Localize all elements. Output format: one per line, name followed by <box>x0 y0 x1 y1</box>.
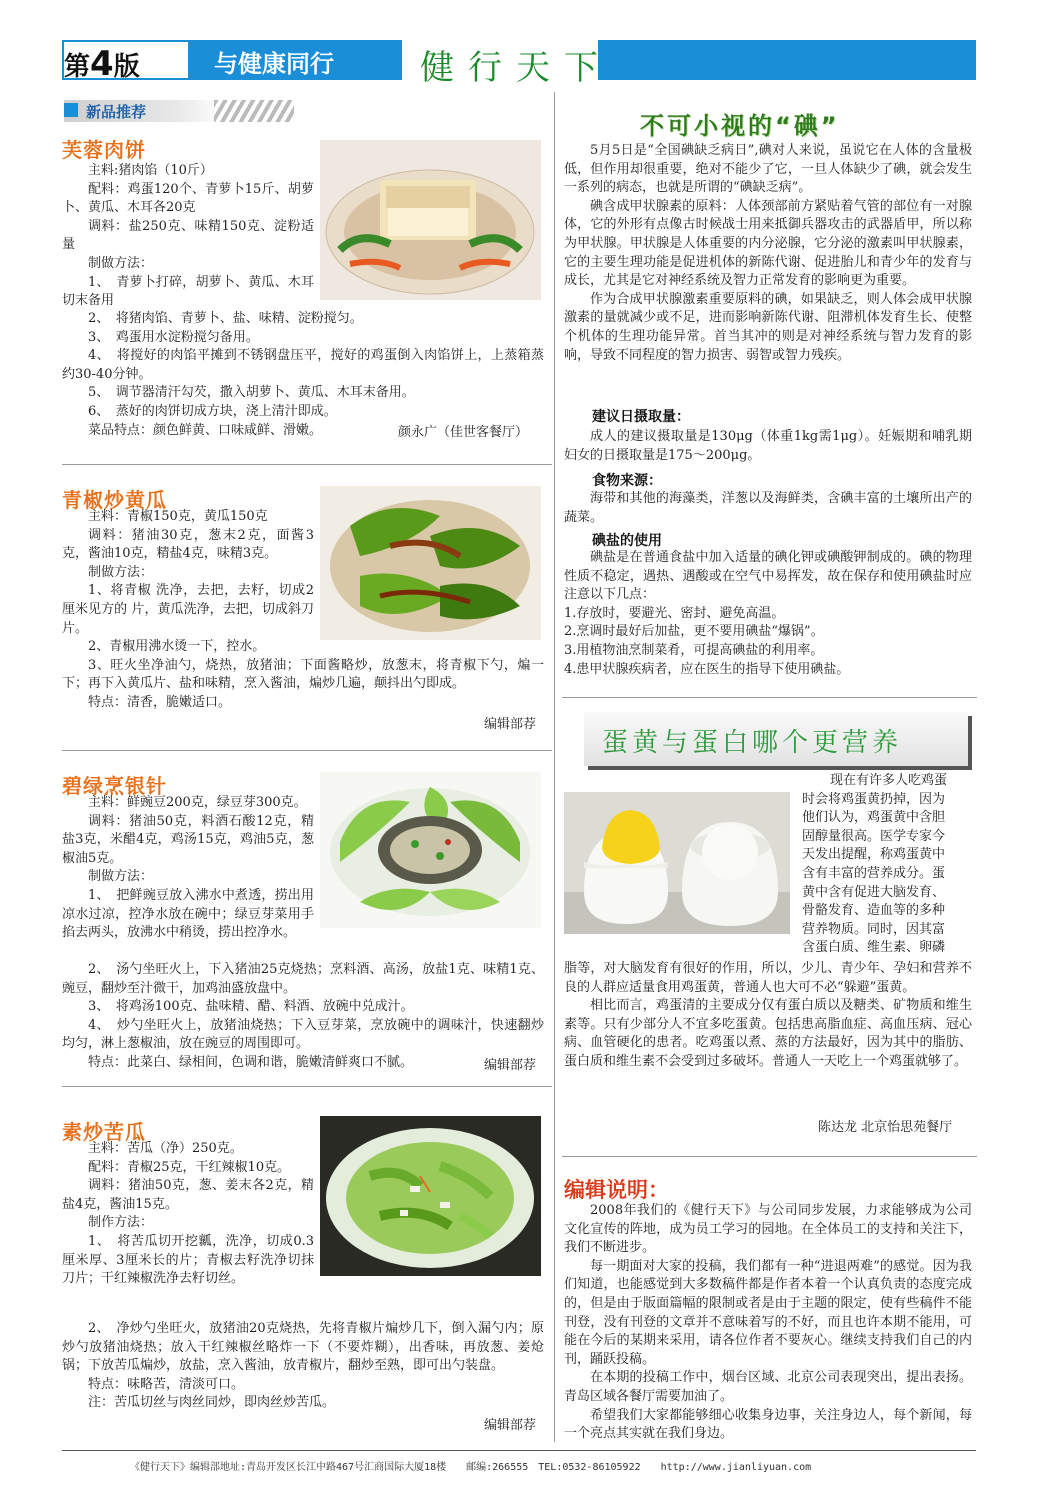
recipe-line: 主料：鲜豌豆200克，绿豆芽300克。 <box>88 795 307 810</box>
recipe-line: 1、 把鲜豌豆放入沸水中煮透，捞出用凉水过凉，控净水放在碗中；绿豆芽菜用手掐去两头，放沸水中稍烫，捞出控净水。 <box>62 887 314 941</box>
recipe-line: 主料：苦瓜（净）250克。 <box>88 1141 243 1156</box>
egg-wrap-line: 黄中含有促进大脑发育、 <box>802 884 946 900</box>
egg-body <box>564 960 972 1072</box>
recipe-line: 6、 蒸好的肉饼切成方块，浇上清汁即成。 <box>88 403 337 419</box>
egg-wrap-line: 他们认为，鸡蛋黄中含胆 <box>802 810 946 826</box>
header-bar-right <box>598 40 976 80</box>
recipe-body <box>62 1140 314 1289</box>
recipe-photo-meat-pie <box>320 140 541 300</box>
page-prefix: 第 <box>64 52 91 82</box>
recipe-line: 主料:猪肉馅（10斤） <box>88 163 213 178</box>
editor-paragraph: 希望我们大家都能够细心收集身边事，关注身边人，每个新闻，每一个亮点其实就在我们身边。 <box>564 1407 972 1442</box>
recipe-line: 制做方法： <box>88 869 154 885</box>
recipe-title: 青椒炒黄瓜 <box>62 488 167 512</box>
egg-wrap-line: 含蛋白质、维生素、卵磷 <box>802 940 946 956</box>
recipe-line: 制作方法： <box>88 1215 154 1231</box>
recipe-line: 1、 青萝卜打碎，胡萝卜、黄瓜、木耳切末备用 <box>62 274 314 309</box>
recipe-line: 特点：此菜白、绿相间，色调和谐，脆嫩清鲜爽口不腻。 <box>88 1054 414 1070</box>
recipe-line: 2、 将猪肉馅、青萝卜、盐、味精、淀粉搅匀。 <box>88 311 363 326</box>
recipe-line: 4、 炒勺坐旺火上，放猪油烧热；下入豆芽菜，烹放碗中的调味汁，快速翻炒均匀，淋上葱椒油，放在豌豆的周围即可。 <box>62 1017 544 1052</box>
recipe-line: 制做方法： <box>88 564 154 580</box>
recipe-photo-bitter-melon <box>320 1116 541 1276</box>
iodine-intro <box>564 142 972 365</box>
footer-divider <box>62 1450 976 1451</box>
recipe-body-wide <box>62 1320 544 1413</box>
recipe-divider <box>62 464 552 465</box>
recipe-line: 调料：猪油50克，料酒石酸12克，精盐3克，米醋4克，鸡汤15克，鸡油5克，葱椒油5克。 <box>62 813 314 866</box>
footer-address: 《健行天下》编辑部地址:青岛开发区长江中路467号汇商国际大厦18楼 邮编:266555 TEL:0532-86105922 http://www.jianliyuan.com <box>130 1462 812 1473</box>
recipe-photo-pea-sprouts <box>320 772 541 928</box>
recipe-body-wide <box>62 961 544 1073</box>
egg-wrap-line: 时会将鸡蛋黄扔掉，因为 <box>802 791 946 807</box>
source-heading: 食物来源： <box>592 473 662 489</box>
recipe-line: 特点：清香，脆嫩适口。 <box>88 694 232 710</box>
recipe-body <box>62 162 314 311</box>
editor-note-title: 编辑说明： <box>564 1178 669 1202</box>
usage-paragraph: 碘盐是在普通食盐中加入适量的碘化钾或碘酸钾制成的。碘的物理性质不稳定，遇热、遇酸或在空气中易挥发，故在保存和使用碘盐时应注意以下几点： <box>564 550 972 603</box>
tag-stripes-decoration <box>214 100 294 122</box>
recipe-divider <box>62 750 552 751</box>
recipe-body <box>62 508 314 638</box>
recipe-line: 主料：青椒150克，黄瓜150克 <box>88 509 268 524</box>
tag-square-icon <box>64 103 78 117</box>
recipe-line: 3、旺火坐净油勺，烧热，放猪油；下面酱略炒，放葱末，将青椒下勺，煸一下；再下入黄瓜片、盐和味精，烹入酱油，煸炒几遍，颠抖出勺即成。 <box>62 657 544 692</box>
egg-wrap-line: 现在有许多人吃鸡蛋 <box>830 773 948 788</box>
egg-wrap-text <box>802 772 972 958</box>
recipe-divider <box>62 1086 552 1087</box>
recipe-line: 配料：青椒25克，干红辣椒10克。 <box>88 1159 291 1175</box>
page-number-label <box>64 44 140 84</box>
recipe-author: 编辑部荐 <box>484 1418 537 1433</box>
page-suffix: 版 <box>113 52 140 82</box>
recipe-line: 配料：鸡蛋120个、青萝卜15斤、胡萝卜、黄瓜、木耳各20克 <box>62 181 314 216</box>
egg-wrap-line: 骨骼发育、造血等的多种 <box>802 903 946 919</box>
recipe-author: 编辑部荐 <box>484 717 537 732</box>
new-products-tag <box>64 100 224 122</box>
source-text <box>564 490 972 527</box>
recipe-line: 5、 调节器清汗勾芡，撒入胡萝卜、黄瓜、木耳末备用。 <box>88 385 415 401</box>
editor-paragraph: 每一期面对大家的投稿，我们都有一种“进退两难”的感觉。因为我们知道，也能感觉到大多数稿件都是作者本着一个认真负责的态度完成的，但是由于版面篇幅的限制或者是由于主题的限定，使有些稿件不能刊登，没有刊登的文章并不意味着写的不好，而且也许本期不能用，可能在今后的某期来采用，请各位作者不要灰心。继续支持我们自己的内刊，踊跃投稿。 <box>564 1258 972 1367</box>
recipe-line: 调料：猪油30克，葱末2克，面酱3克，酱油10克，精盐4克，味精3克。 <box>62 527 314 562</box>
recipe-body-wide <box>62 638 544 712</box>
egg-wrap-line: 含有丰富的营养成分。蛋 <box>802 865 946 881</box>
recipe-line: 菜品特点：颜色鲜黄、口味咸鲜、滑嫩。 <box>88 422 323 438</box>
egg-article-banner <box>584 712 968 766</box>
article-divider <box>562 697 977 698</box>
source-paragraph: 海带和其他的海藻类，洋葱以及海鲜类，含碘丰富的土壤所出产的蔬菜。 <box>564 491 972 525</box>
recipe-line: 2、 净炒勺坐旺火，放猪油20克烧热，先将青椒片煸炒几下，倒入漏勺内；原炒勺放猪油烧热；放入干红辣椒丝略炸一下（不要炸糊），出香味，再放葱、姜炝锅；下放苦瓜煸炒，放盐，烹入酱油，放青椒片，翻炒至熟，即可出勺装盘。 <box>62 1321 544 1374</box>
recipe-line: 调料：盐250克、味精150克、淀粉适量 <box>62 218 314 253</box>
column-divider <box>554 92 555 1442</box>
recipe-title: 素炒苦瓜 <box>62 1120 146 1144</box>
editor-paragraph: 2008年我们的《健行天下》与公司同步发展，力求能够成为公司文化宣传的阵地，成为员工学习的园地。在全体员工的支持和关注下，我们不断进步。 <box>564 1203 972 1256</box>
iodine-paragraph: 碘含成甲状腺素的原料：人体颈部前方紧贴着气管的部位有一对腺体，它的外形有点像古时候战士用来抵御兵器攻击的武器盾甲，所以称为甲状腺。甲状腺是人体重要的内分泌腺，它分泌的激素叫甲状腺素，它的主要生理功能是促进机体的新陈代谢、促进胎儿和青少年的发育与成长，尤其是它对神经系统及智力正常发育的影响更为重要。 <box>564 198 972 289</box>
usage-item: 3.用植物油烹制菜肴，可提高碘盐的利用率。 <box>564 642 824 658</box>
editor-note-body <box>564 1202 972 1444</box>
recipe-line: 2、青椒用沸水烫一下，控水。 <box>88 639 266 654</box>
section-name: 与健康同行 <box>214 50 334 78</box>
recipe-body <box>62 794 314 943</box>
recipe-author: 编辑部荐 <box>484 1058 537 1073</box>
egg-article-title: 蛋黄与蛋白哪个更营养 <box>602 728 903 758</box>
editor-paragraph: 在本期的投稿工作中，烟台区域、北京公司表现突出，提出表扬。青岛区域各餐厅需要加油了。 <box>564 1370 972 1404</box>
recipe-line: 4、 将搅好的肉馅平摊到不锈钢盘压平，搅好的鸡蛋倒入肉馅饼上，上蒸箱蒸约30-40分钟。 <box>62 348 544 382</box>
recipe-photo-pepper-cucumber <box>320 486 541 640</box>
iodine-paragraph: 作为合成甲状腺激素重要原料的碘，如果缺乏，则人体会成甲状腺激素的量就减少或不足，进而影响新陈代谢、阻滞机体发育生长、使整个机体的生理功能异常。首当其冲的则是对神经系统与智力发育的影响，导致不同程度的智力损害、弱智或智力残疾。 <box>564 291 972 363</box>
egg-photo <box>564 792 790 934</box>
publication-title: 健行天下 <box>420 48 612 88</box>
recipe-line: 1、将青椒 洗净，去把，去籽，切成2厘米见方的 片，黄瓜洗净，去把，切成斜刀片。 <box>62 583 314 636</box>
recipe-line: 制做方法： <box>88 255 154 271</box>
usage-item: 4.患甲状腺疾病者，应在医生的指导下使用碘盐。 <box>564 661 850 677</box>
intake-text <box>564 428 972 465</box>
new-products-label: 新品推荐 <box>86 103 147 121</box>
recipe-title: 芙蓉肉饼 <box>62 138 146 162</box>
egg-paragraph: 相比而言，鸡蛋清的主要成分仅有蛋白质以及糖类、矿物质和维生素等。只有少部分人不宜多吃蛋黄。包括患高脂血症、高血压病、冠心病、血管硬化的患者。吃鸡蛋以煮、蒸的方法最好，因为其中的脂肪、蛋白质和维生素不会受到过多破坏。普通人一天吃上一个鸡蛋就够了。 <box>564 998 972 1069</box>
usage-heading: 碘盐的使用 <box>592 533 662 549</box>
recipe-title: 碧绿烹银针 <box>62 774 167 798</box>
iodine-paragraph: 5月5日是“全国碘缺乏病日”,碘对人来说，虽说它在人体的含量极低，但作用却很重要，绝对不能少了它，一旦人体缺少了碘，就会发生一系列的病态，也就是所谓的“碘缺乏病”。 <box>564 143 972 196</box>
recipe-line: 1、 将苦瓜切开挖瓤，洗净，切成0.3厘米厚、3厘米长的片；青椒去籽洗净切抹刀片；干红辣椒洗净去籽切丝。 <box>62 1233 314 1287</box>
egg-author: 陈达龙 北京怡思苑餐厅 <box>818 1120 953 1135</box>
recipe-line: 特点：味略苦，清淡可口。 <box>88 1376 245 1392</box>
egg-wrap-line: 营养物质。同时，因其富 <box>802 921 946 937</box>
egg-wrap-line: 天发出提醒，称鸡蛋黄中 <box>802 847 946 863</box>
egg-wrap-line: 固醇量很高。医学专家今 <box>802 828 946 844</box>
recipe-author: 颜永广（佳世客餐厅） <box>398 425 529 440</box>
recipe-line: 3、 鸡蛋用水淀粉搅匀备用。 <box>88 329 259 345</box>
egg-paragraph: 脂等，对大脑发育有很好的作用，所以，少儿、青少年、孕妇和营养不良的人群应适量食用鸡蛋黄，普通人也大可不必“躲避”蛋黄。 <box>564 961 972 995</box>
usage-item: 2.烹调时最好后加盐，更不要用碘盐“爆锅”。 <box>564 624 824 640</box>
intake-paragraph: 成人的建议摄取量是130μg（体重1kg需1μg）。妊娠期和哺乳期妇女的日摄取量是175～200μg。 <box>564 429 972 463</box>
intake-heading: 建议日摄取量： <box>592 409 690 425</box>
recipe-line: 注：苦瓜切丝与肉丝同炒，即肉丝炒苦瓜。 <box>88 1395 336 1411</box>
page-number: 4 <box>90 44 114 84</box>
usage-text <box>564 549 972 679</box>
recipe-line: 2、 汤勺坐旺火上，下入猪油25克烧热；烹料酒、高汤，放盐1克、味精1克、豌豆，翻炒至汁微干，加鸡油盛放盘中。 <box>62 962 544 996</box>
article-divider <box>562 1156 977 1157</box>
recipe-line: 调料：猪油50克，葱、姜末各2克，精盐4克，酱油15克。 <box>62 1178 314 1212</box>
usage-item: 1.存放时，要避光、密封、避免高温。 <box>564 605 785 621</box>
recipe-line: 3、 将鸡汤100克、盐味精、醋、料酒、放碗中兑成汁。 <box>88 999 414 1015</box>
iodine-article-title: 不可小视的“碘” <box>640 112 840 140</box>
